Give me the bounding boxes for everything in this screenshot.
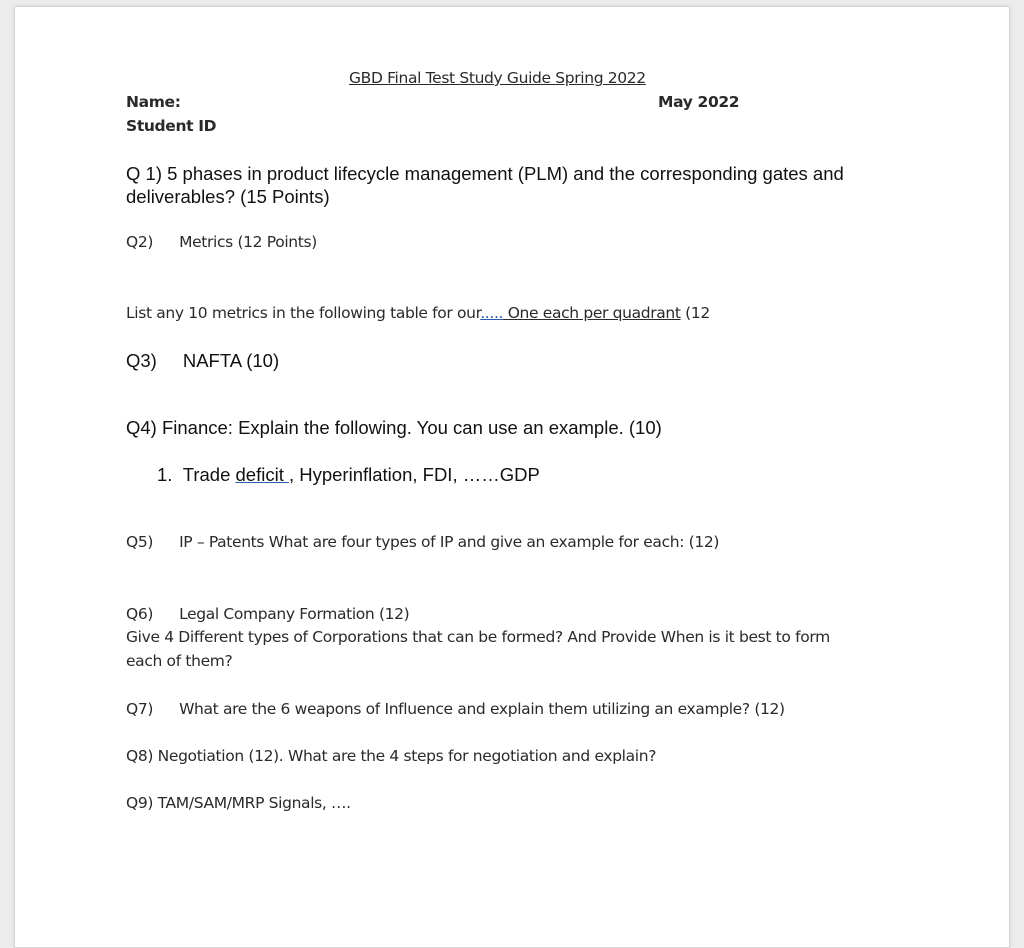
q3-heading bbox=[126, 350, 279, 372]
q2-label: Q2) bbox=[126, 233, 154, 251]
q2-detail-after: (12 bbox=[680, 304, 710, 322]
q2-detail bbox=[126, 304, 710, 322]
q5-heading bbox=[126, 533, 719, 551]
q6-line3: each of them? bbox=[126, 652, 233, 670]
q2-detail-underlined: One each per quadrant bbox=[503, 304, 681, 322]
q4-list-item bbox=[157, 464, 540, 486]
q8-text: Negotiation (12). What are the 4 steps for negotiation and explain? bbox=[153, 747, 657, 765]
q6-line2: Give 4 Different types of Corporations that can be formed? And Provide When is it best to form bbox=[126, 628, 830, 646]
q4-heading: Q4) Finance: Explain the following. You can use an example. (10) bbox=[126, 417, 662, 438]
q8-label: Q8) bbox=[126, 747, 154, 765]
q7-heading bbox=[126, 700, 785, 718]
q6-label: Q6) bbox=[126, 605, 154, 623]
document-date: May 2022 bbox=[658, 93, 740, 111]
q1-line1: Q 1) 5 phases in product lifecycle management (PLM) and the corresponding gates and bbox=[126, 163, 844, 184]
q2-text: Metrics (12 Points) bbox=[179, 233, 317, 251]
q2-detail-dots: ..... bbox=[480, 304, 504, 322]
q3-text: NAFTA (10) bbox=[182, 350, 280, 371]
q7-text: What are the 6 weapons of Influence and explain them utilizing an example? (12) bbox=[179, 700, 785, 718]
q3-label: Q3) bbox=[126, 350, 157, 371]
q2-detail-text: List any 10 metrics in the following table for our bbox=[126, 304, 481, 322]
student-id-label: Student ID bbox=[126, 117, 217, 135]
document-title: GBD Final Test Study Guide Spring 2022 bbox=[349, 69, 646, 87]
q4-item-underlined: deficit , bbox=[235, 464, 295, 485]
document-page bbox=[14, 6, 1010, 948]
q4-item-number: 1. bbox=[157, 464, 173, 485]
q6-text: Legal Company Formation (12) bbox=[179, 605, 410, 623]
q6-heading bbox=[126, 605, 409, 623]
q9-heading: Q9) TAM/SAM/MRP Signals, …. bbox=[126, 794, 351, 812]
name-label: Name: bbox=[126, 93, 181, 111]
q7-label: Q7) bbox=[126, 700, 154, 718]
q8-heading bbox=[126, 747, 656, 765]
q1-line2: deliverables? (15 Points) bbox=[126, 186, 330, 207]
q4-item-before: Trade bbox=[182, 464, 236, 485]
q5-label: Q5) bbox=[126, 533, 154, 551]
q5-text: IP – Patents What are four types of IP and give an example for each: (12) bbox=[179, 533, 720, 551]
q2-heading bbox=[126, 233, 317, 251]
q4-item-after: Hyperinflation, FDI, ……GDP bbox=[294, 464, 540, 485]
